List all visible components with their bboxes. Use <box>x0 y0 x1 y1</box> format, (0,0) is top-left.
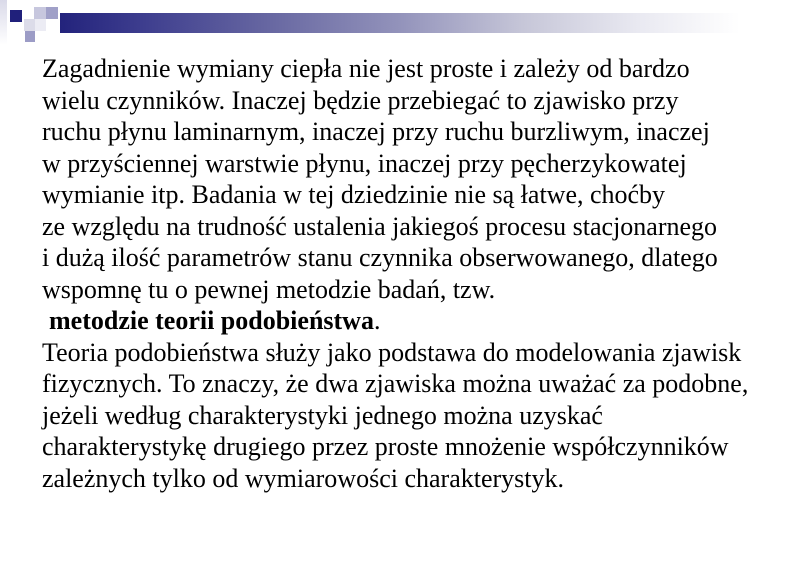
decoration-square-medium <box>46 7 58 19</box>
decoration-square-light <box>34 7 46 19</box>
header-gradient-bar <box>60 13 740 33</box>
body-text <box>42 53 772 494</box>
text-line: Teoria podobieństwa służy jako podstawa do modelowania zjawisk <box>42 337 742 367</box>
text-line: charakterystykę drugiego przez proste mnożenie współczynników <box>42 432 729 461</box>
text-line: w przyściennej warstwie płynu, inaczej przy pęcherzykowatej <box>42 148 687 178</box>
text-line: zależnych tylko od wymiarowości charakterystyk. <box>42 463 564 493</box>
text-line-bold-phrase <box>42 305 772 337</box>
text-line: wspomnę tu o pewnej metodzie badań, tzw. <box>42 274 496 304</box>
text-line: wymianie itp. Badania w tej dziedzinie nie są łatwe, choćby <box>42 180 666 209</box>
text-line: jeżeli według charakterystyki jednego można uzyskać <box>42 400 603 430</box>
bold-phrase-suffix: . <box>373 306 381 335</box>
bold-phrase: metodzie teorii podobieństwa <box>49 306 374 335</box>
text-line: fizycznych. To znaczy, że dwa zjawiska można uważać za podobne, <box>42 369 749 398</box>
decoration-square-pale-2 <box>35 19 46 31</box>
text-line: Zagadnienie wymiany ciepła nie jest proste i zależy od bardzo <box>42 54 690 83</box>
decoration-square-dark <box>10 10 22 22</box>
decoration-square-pale <box>24 19 35 31</box>
decoration-square-slate <box>25 31 35 42</box>
text-line: ze względu na trudność ustalenia jakiegoś procesu stacjonarnego <box>42 211 718 241</box>
decoration-strip <box>0 0 7 45</box>
text-line: wielu czynników. Inaczej będzie przebiegać to zjawisko przy <box>42 85 679 115</box>
text-line: ruchu płynu laminarnym, inaczej przy ruchu burzliwym, inaczej <box>42 117 710 146</box>
text-line: i dużą ilość parametrów stanu czynnika obserwowanego, dlatego <box>42 243 718 272</box>
